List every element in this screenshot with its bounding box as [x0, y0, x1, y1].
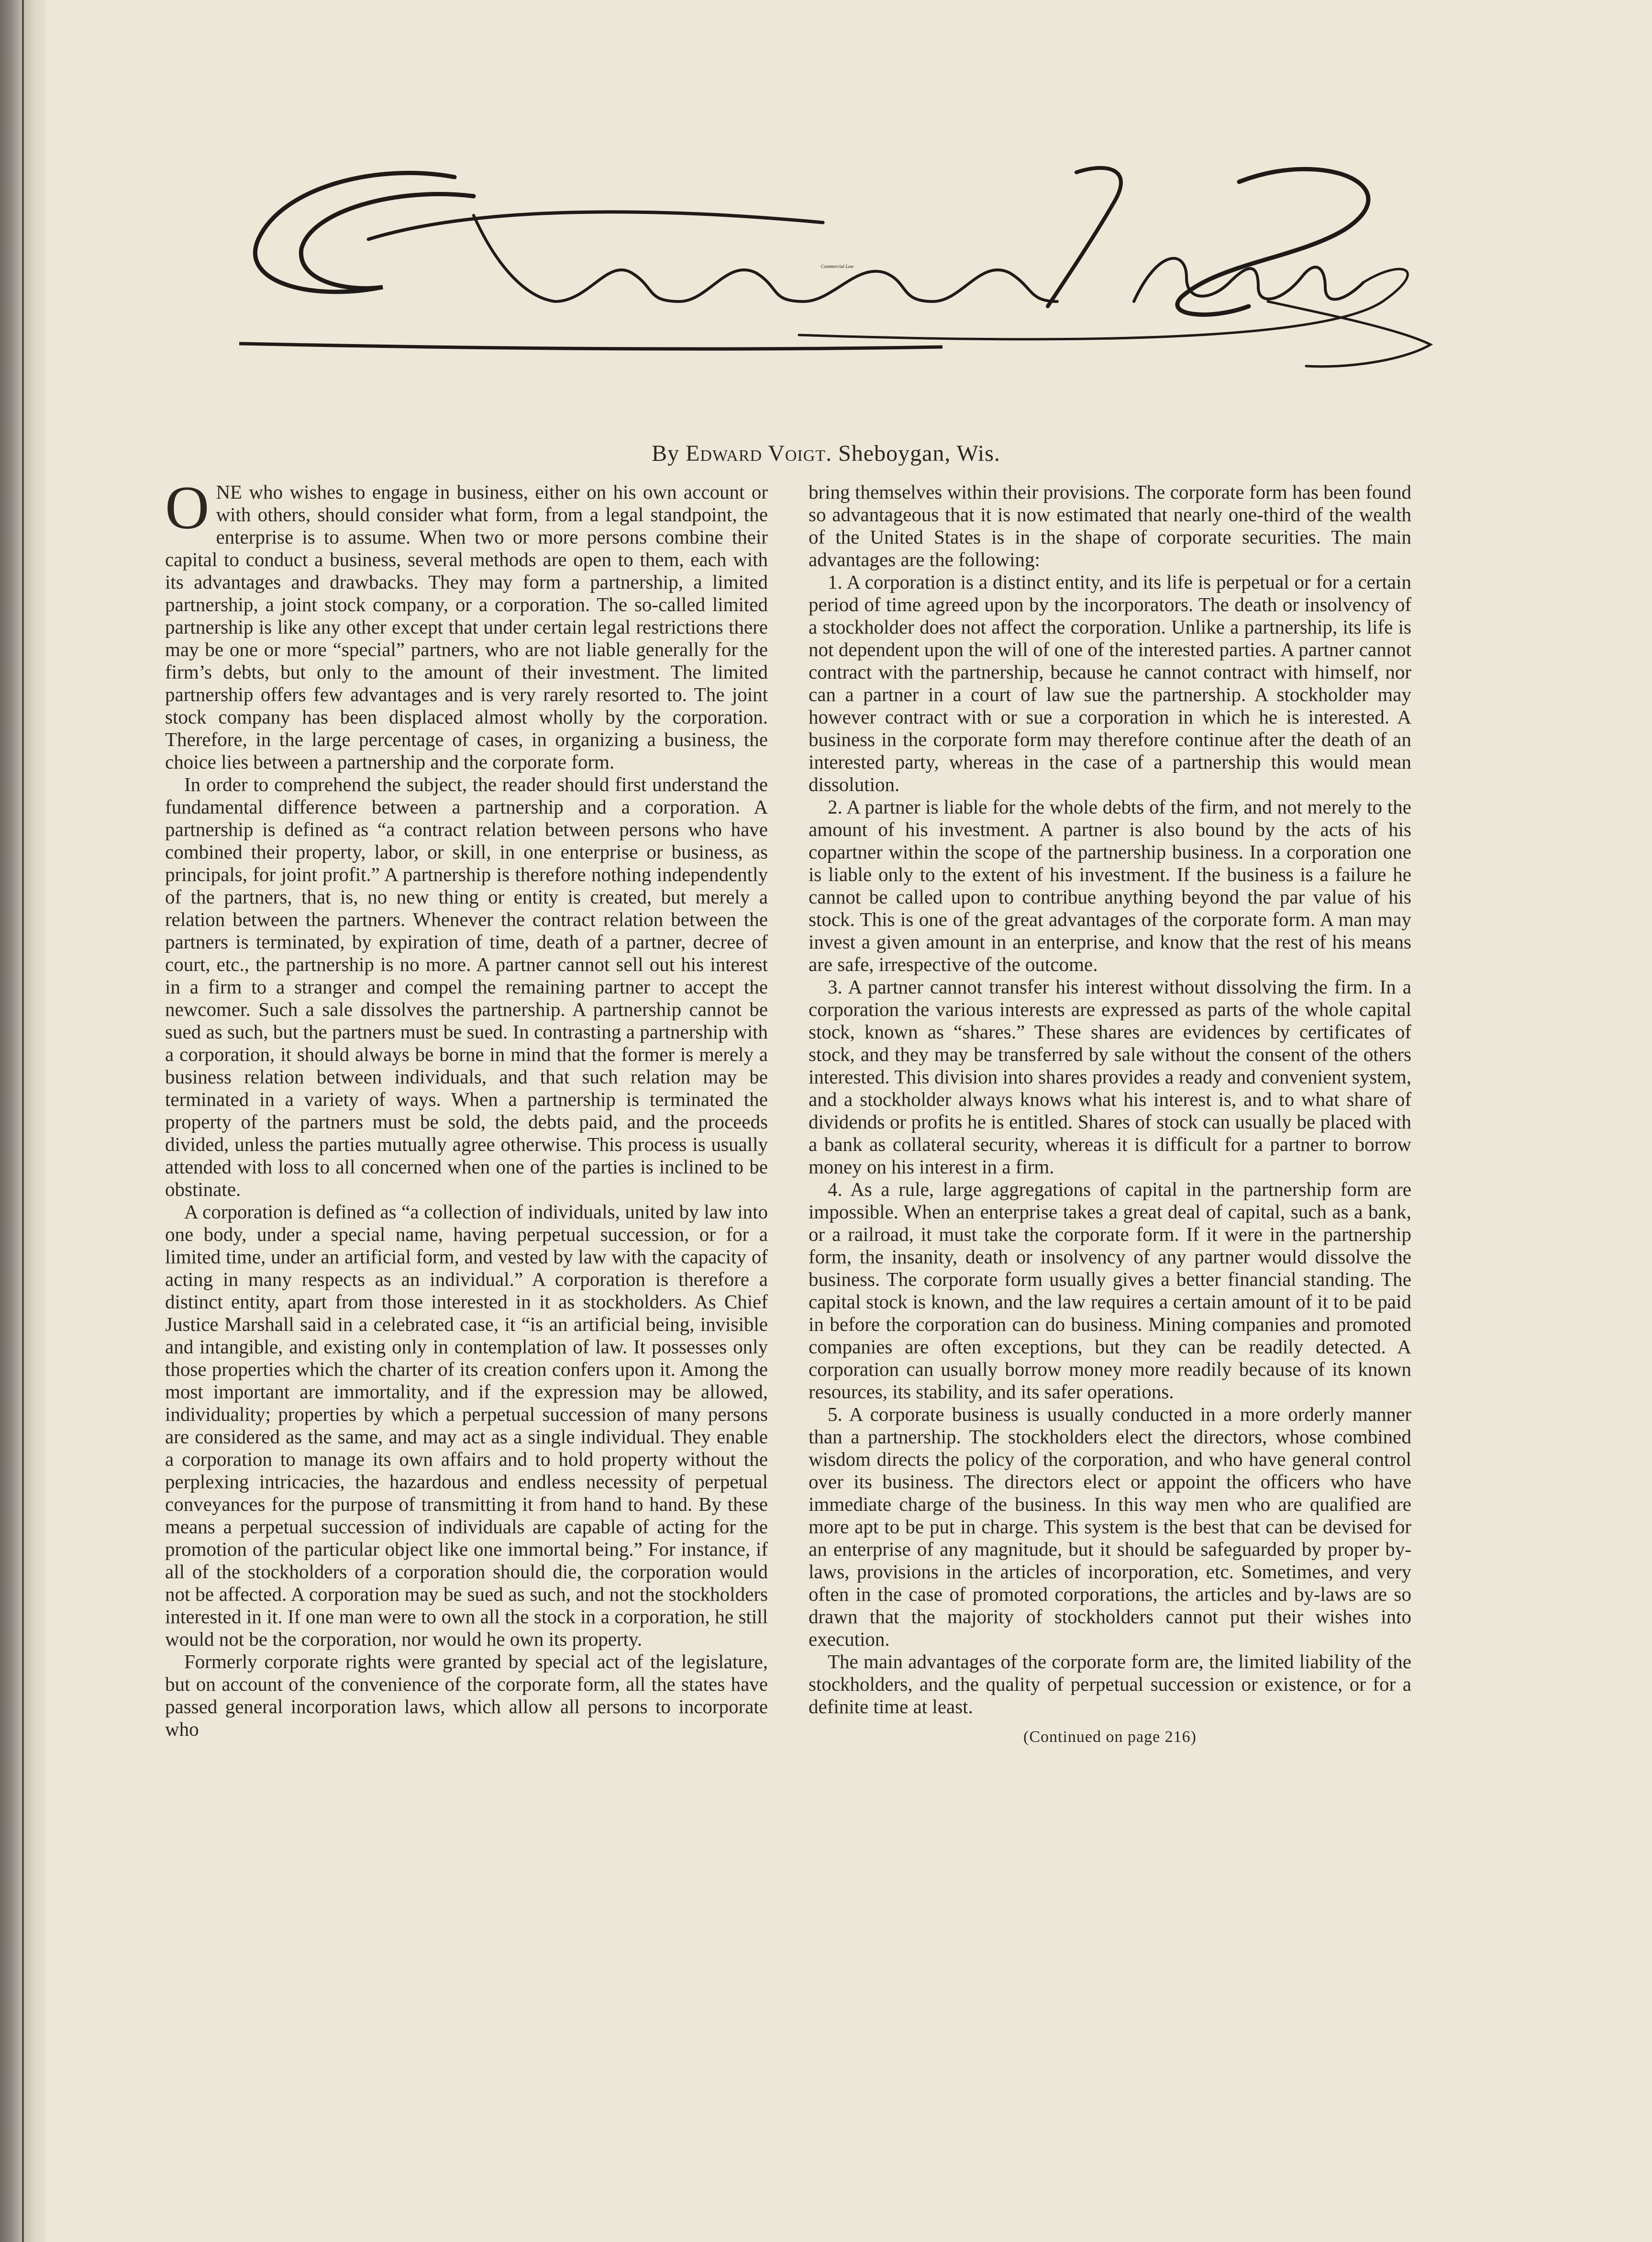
page-gutter-line	[22, 0, 24, 2242]
continued-note: (Continued on page 216)	[1023, 1728, 1197, 1746]
paragraph: A corporation is defined as “a collection of individuals, united by law into one body, under a special name, having perpetual succession, or for a limited time, under an artificial form, and vested by law with the capacity of acting in many respects as an individual.” A corporation is therefore a distinct entity, apart from those interested in it as stockholders. As Chief Justice Marshall said in a celebrated case, it “is an artificial being, invisible and intangible, and existing only in contemplation of law. It possesses only those properties which the charter of its creation confers upon it. Among the most important are immortality, and if the expression may be allowed, individuality; properties by which a perpetual succession of many persons are considered as the same, and may act as a single individual. They enable a corporation to manage its own affairs and to hold property without the perplexing intricacies, the hazardous and endless necessity of perpetual conveyances for the purpose of transmitting it from hand to hand. By these means a perpetual succession of individuals are capable of acting for the promotion of the particular object like one immortal being.” For instance, if all of the stockholders of a corporation should die, the corporation would not be affected. A corporation may be sued as such, and not the stockholders interested in it. If one man were to own all the stock in a corporation, he still would not be the corporation, nor would he own its property.	[165, 1201, 768, 1650]
paragraph	[165, 474, 768, 773]
title-text: Commercial Law	[820, 264, 854, 269]
paragraph: Formerly corporate rights were granted by special act of the legislature, but on account of the convenience of the corporate form, all the states have passed general incorporation laws, which allow all persons to incorporate who	[165, 1651, 768, 1740]
byline-location: Sheboygan, Wis.	[838, 441, 1000, 466]
list-item: 1. A corporation is a distinct entity, and its life is perpetual or for a certain period of time agreed upon by the incorporators. The death or insolvency of a stockholder does not affect the corporation. Unlike a partnership, its life is not dependent upon the will of one of the interested parties. A partner cannot contract with the partnership, because he cannot contract with himself, nor can a partner in a court of law sue the partnership. A stockholder may however contract with or sue a corporation in which he is interested. A business in the corporate form may therefore continue after the death of an interested party, whereas in the case of a partnership this would mean dissolution.	[809, 571, 1411, 795]
title-flourish-underline	[239, 344, 942, 349]
list-item: 2. A partner is liable for the whole debts of the firm, and not merely to the amount of his investment. A partner is also bound by the acts of his copartner within the scope of the partnership business. In a corporation one is liable only to the extent of his investment. If the business is a failure he cannot be called upon to contribue anything beyond the par value of his stock. This is one of the great advantages of the corporate form. A man may invest a given amount in an enterprise, and know that the rest of his means are safe, irrespective of the outcome.	[809, 796, 1411, 975]
list-item: 4. As a rule, large aggregations of capital in the partnership form are impossible. When an enterprise takes a great deal of capital, such as a bank, or a railroad, it must take the corporate form. If it were in the partnership form, the insanity, death or insolvency of any partner would dissolve the business. The corporate form usually gives a better financial standing. The capital stock is known, and the law requires a certain amount of it to be paid in before the corporation can do business. Mining companies and promoted companies are often exceptions, but they can be readily detected. A corporation can usually borrow money more readily because of its known resources, its stability, and its safer operations.	[809, 1178, 1411, 1403]
paragraph: bring themselves within their provisions. The corporate form has been found so advantageous that it is now estimated that nearly one-third of the wealth of the United States is in the shape of corporate securities. The main advantages are the following:	[809, 481, 1411, 570]
paragraph-text: NE who wishes to engage in business, either on his own account or with others, should consider what form, from a legal standpoint, the enterprise is to assume. When two or more persons combine their capital to conduct a business, several methods are open to them, each with its advantages and drawbacks. They may form a partnership, a limited partnership, a joint stock company, or a corporation. The so-called limited partnership is like any other except that under certain legal restrictions there may be one or more “special” partners, who are not liable generally for the firm’s debts, but only to the amount of their investment. The limited partnership offers few advantages and is very rarely resorted to. The joint stock company has been displaced almost wholly by the corporation. Therefore, in the large percentage of cases, in organizing a business, the choice lies between a partnership and the corporate form.	[165, 481, 768, 773]
byline-prefix: By	[652, 441, 680, 466]
list-item: 3. A partner cannot transfer his interest without dissolving the firm. In a corporation the various interests are expressed as parts of the whole capital stock, known as “shares.” These shares are evidences by certificates of stock, and they may be transferred by sale without the consent of the others interested. This division into shares provides a ready and convenient system, and a stockholder always knows what his interest is, and to what share of dividends or profits he is entitled. Shares of stock can usually be placed with a bank as collateral security, whereas it is difficult for a partner to borrow money on his interest in a firm.	[809, 976, 1411, 1178]
left-column	[165, 474, 768, 2185]
byline-author: Edward Voigt.	[686, 441, 832, 466]
byline	[0, 440, 1652, 467]
paragraph: In order to comprehend the subject, the reader should first understand the fundamental difference between a partnership and a corporation. A partnership is defined as “a contract relation between persons who have combined their property, labor, or skill, in one enterprise or business, as principals, for joint profit.” A partnership is therefore nothing independently of the partners, that is, no new thing or entity is created, but merely a relation between the partners. Whenever the contract relation between the partners is terminated, by expiration of time, death of a partner, decree of court, etc., the partnership is no more. A partner cannot sell out his interest in a firm to a stranger and compel the remaining partner to accept the newcomer. Such a sale dissolves the partnership. A partnership cannot be sued as such, but the partners must be sued. In contrasting a partnership with a corporation, it should always be borne in mind that the former is merely a business relation between individuals, and that such relation may be terminated in a variety of ways. When a partnership is terminated the property of the partners must be sold, the debts paid, and the proceeds divided, unless the parties mutually agree otherwise. This process is usually attended with loss to all concerned when one of the parties is inclined to be obstinate.	[165, 773, 768, 1200]
right-column	[809, 481, 1411, 2185]
list-item: 5. A corporate business is usually conducted in a more orderly manner than a partnership. The stockholders elect the directors, whose combined wisdom directs the policy of the corporation, and who have general control over its business. The directors elect or appoint the officers who have immediate charge of the business. In this way men who are qualified are more apt to be put in charge. This system is the best that can be devised for an enterprise of any magnitude, but it should be safeguarded by proper by-laws, provisions in the articles of incorporation, etc. Sometimes, and very often in the case of promoted corporations, the articles and by-laws are so drawn that the majority of stockholders cannot put their wishes into execution.	[809, 1403, 1411, 1650]
paragraph: The main advantages of the corporate form are, the limited liability of the stockholders, and the quality of perpetual succession or existence, or for a definite time at least.	[809, 1651, 1411, 1718]
drop-cap: O	[165, 474, 210, 542]
page-title	[225, 144, 1450, 412]
